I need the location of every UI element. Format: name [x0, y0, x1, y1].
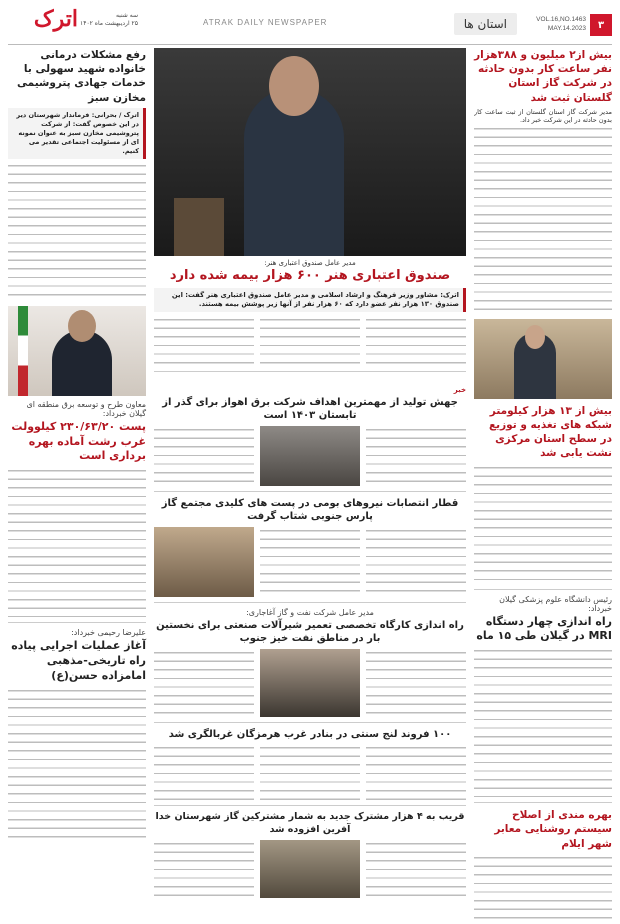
text-column — [366, 744, 466, 800]
volume-number: VOL.16,NO.1463 — [536, 16, 586, 23]
story-text-columns — [154, 744, 466, 800]
text-column — [366, 649, 466, 717]
story-text — [474, 125, 612, 315]
lead-caption: مدیر عامل صندوق اعتباری هنر: — [264, 259, 356, 267]
left-column — [8, 48, 146, 879]
text-column — [366, 527, 466, 597]
story-text — [474, 647, 612, 797]
issue-date-full: ۲۵ اردیبهشت ماه ۱۴۰۲ — [80, 20, 138, 27]
story-headline: آغاز عملیات اجرایی پیاده راه تاریخی-مذهبی امامزاده حسن(ع) — [11, 639, 146, 682]
volume-info — [536, 15, 586, 33]
text-column — [154, 426, 254, 486]
story-text — [474, 854, 612, 924]
divider — [154, 491, 466, 492]
story-headline: بیش از ۱۳ هزار کیلومتر شبکه های تغذیه و توزیع در سطح استان مرکزی نشت یابی شد — [488, 404, 612, 460]
story-headline: رفع مشکلات درمانی خانواده شهید سهولی با خدمات جهادی پتروشیمی مخازن سبز — [17, 49, 146, 104]
story-text — [8, 687, 146, 845]
story-headline: قریب به ۴ هزار مشترک جدید به شمار مشترکین گاز شهرستان خدا آفرین افزوده شد — [155, 811, 465, 835]
story-body: مدیر شرکت گاز استان گلستان از ثبت ساعت کار بدون حادثه در این شرکت خبر داد. — [474, 107, 612, 125]
text-column — [260, 316, 360, 366]
story-lead: اترک / بحرانی: فرماندار شهرستان دیر در این خصوص گفت: از شرکت پتروشیمی مخازن سبز به عنوان نمونه ای از مسئولیت اجتماعی تقدیر می کنیم. — [8, 108, 146, 159]
text-column — [154, 840, 254, 898]
story-text — [8, 467, 146, 617]
story-kicker: مدیر عامل شرکت نفت و گاز آغاجاری: — [246, 607, 374, 617]
story-headline: ۱۰۰ فروند لنج سنتی در بنادر غرب هرمزگان غربالگری شد — [168, 728, 452, 740]
masthead — [8, 6, 612, 45]
lead-headline: صندوق اعتباری هنر ۶۰۰ هزار بیمه شده دارد — [169, 268, 451, 283]
section-tag: خبر — [453, 385, 466, 394]
story-photo — [154, 527, 254, 597]
story-text-columns — [154, 649, 466, 717]
divider — [154, 722, 466, 723]
middle-column — [154, 48, 466, 879]
story-kicker: معاون طرح و توسعه برق منطقه ای گیلان خبرداد: — [26, 399, 146, 418]
text-column — [154, 316, 254, 366]
story-text-columns — [154, 426, 466, 486]
story-text-columns — [154, 840, 466, 898]
english-date: MAY.14.2023 — [547, 25, 586, 32]
issue-date — [80, 12, 138, 28]
text-column — [154, 744, 254, 800]
paper-name: ATRAK DAILY NEWSPAPER — [203, 18, 328, 27]
divider — [154, 371, 466, 372]
section-title: استان ها — [454, 13, 517, 35]
story-headline: راه اندازی کارگاه تخصصی تعمیر شیرآلات صنعتی برای نخستین بار در مناطق نفت خیز جنوب — [156, 619, 464, 645]
story-headline: پست ۲۳۰/۶۳/۲۰ کیلوولت غرب رشت آماده بهره برداری است — [11, 419, 146, 463]
story-headline: راه اندازی چهار دستگاه MRI در گیلان طی ۱۵ ماه — [476, 614, 612, 643]
divider — [474, 802, 612, 803]
right-column — [474, 48, 612, 879]
text-column — [366, 840, 466, 898]
page-number: ۳ — [590, 14, 612, 36]
paper-logo: اترک — [33, 6, 78, 32]
issue-weekday: سه شنبه — [115, 12, 138, 19]
story-headline: قطار انتصابات نیروهای بومی در پست های کلیدی مجتمع گاز پارس جنوبی شتاب گرفت — [161, 497, 459, 523]
story-photo — [260, 649, 360, 717]
lead-summary: اترک: مشاور وزیر فرهنگ و ارشاد اسلامی و مدیر عامل صندوق اعتباری هنر گفت: این صندوق ۱۳۰ هزار نفر عضو دارد که ۶۰ هزار نفر از آنها زیر پوشش بیمه هستند. — [154, 288, 466, 312]
lead-photo — [154, 48, 466, 256]
divider — [474, 589, 612, 590]
story-photo — [260, 840, 360, 898]
story-headline: بیش از۲ میلیون و ۳۸۸هزار نفر ساعت کار بدون حادثه در شرکت گاز استان گلستان ثبت شد — [474, 49, 612, 104]
text-column — [366, 316, 466, 366]
story-text — [474, 464, 612, 584]
story-photo — [474, 319, 612, 399]
story-text-columns — [154, 527, 466, 597]
text-column — [154, 649, 254, 717]
text-column — [366, 426, 466, 486]
lead-text-columns — [154, 316, 466, 366]
divider — [154, 805, 466, 806]
story-headline: جهش تولید از مهمترین اهداف شرکت برق اهواز برای گذر از تابستان ۱۴۰۳ است — [162, 396, 458, 422]
story-photo — [260, 426, 360, 486]
story-text — [8, 162, 146, 302]
divider — [8, 622, 146, 623]
text-column — [260, 527, 360, 597]
story-headline: بهره مندی از اصلاح سیستم روشنایی معابر شهر ایلام — [494, 809, 612, 850]
text-column — [260, 744, 360, 800]
story-kicker: علیرضا رحیمی خبرداد: — [71, 628, 146, 638]
divider — [154, 602, 466, 603]
story-kicker: رئیس دانشگاه علوم پزشکی گیلان خبرداد: — [499, 594, 612, 613]
story-photo — [8, 306, 146, 396]
